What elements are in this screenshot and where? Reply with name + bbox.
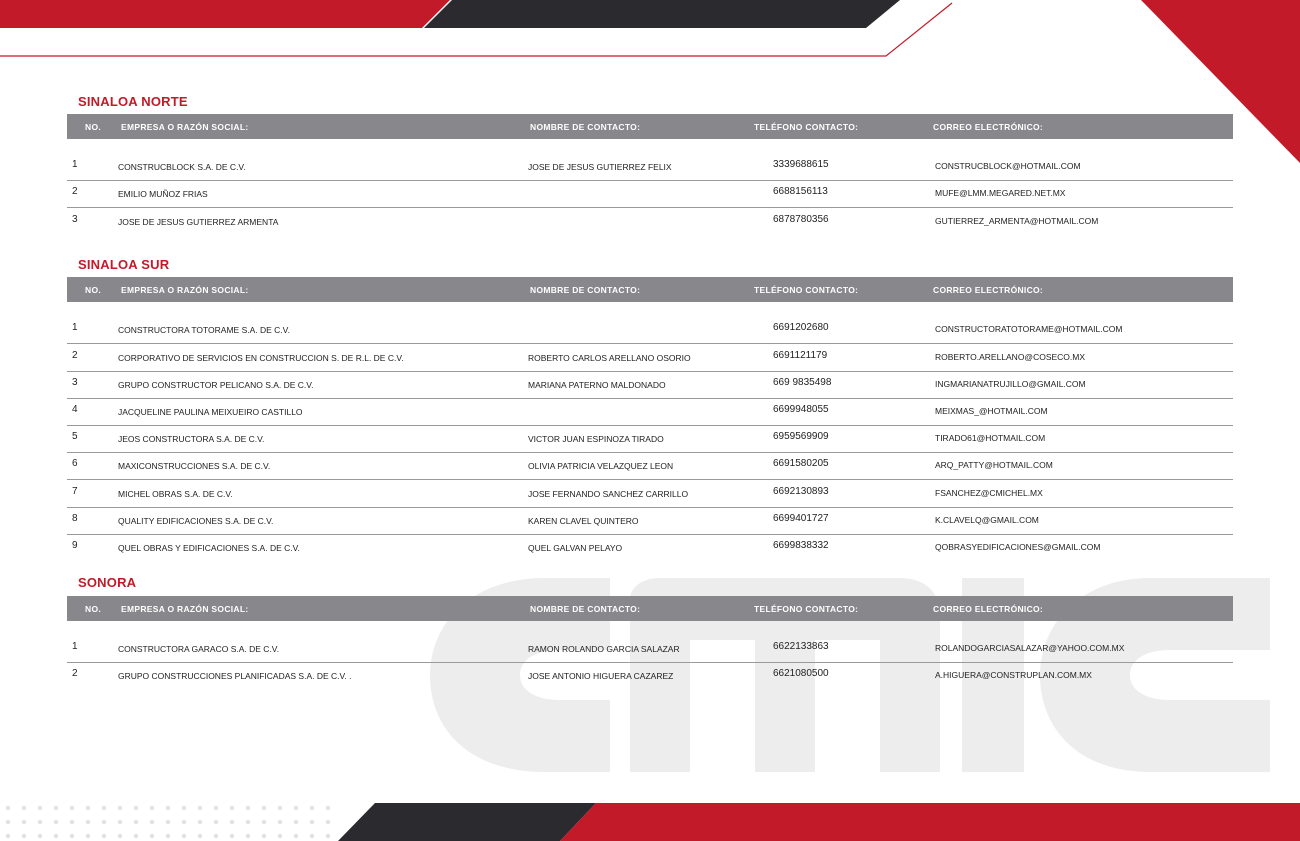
table-row	[67, 153, 1233, 181]
col-empresa: EMPRESA O RAZÓN SOCIAL:	[121, 285, 249, 295]
row-number: 8	[72, 513, 78, 524]
row-number: 6	[72, 458, 78, 469]
email-address: MUFE@LMM.MEGARED.NET.MX	[935, 188, 1066, 198]
company-name: EMILIO MUÑOZ FRIAS	[118, 189, 208, 199]
contact-name: OLIVIA PATRICIA VELAZQUEZ LEON	[528, 461, 674, 471]
email-address: ROLANDOGARCIASALAZAR@YAHOO.COM.MX	[935, 643, 1125, 653]
phone-number: 6691580205	[773, 458, 829, 469]
row-number: 9	[72, 540, 78, 551]
col-correo: CORREO ELECTRÓNICO:	[933, 122, 1044, 132]
table-row	[67, 534, 1233, 561]
phone-number: 6691121179	[773, 350, 828, 361]
email-address: MEIXMAS_@HOTMAIL.COM	[935, 406, 1048, 416]
row-number: 7	[72, 486, 78, 497]
table-header	[67, 596, 1233, 621]
email-address: A.HIGUERA@CONSTRUPLAN.COM.MX	[935, 670, 1092, 680]
contact-name: ROBERTO CARLOS ARELLANO OSORIO	[528, 353, 691, 363]
phone-number: 6878780356	[773, 214, 829, 225]
col-telefono: TELÉFONO CONTACTO:	[754, 604, 859, 614]
contact-name: VICTOR JUAN ESPINOZA TIRADO	[528, 434, 664, 444]
col-empresa: EMPRESA O RAZÓN SOCIAL:	[121, 604, 249, 614]
table-row	[67, 480, 1233, 508]
company-name: JOSE DE JESUS GUTIERREZ ARMENTA	[118, 217, 279, 227]
phone-number: 6688156113	[773, 186, 828, 197]
row-number: 1	[72, 159, 78, 170]
company-name: MAXICONSTRUCCIONES S.A. DE C.V.	[118, 461, 271, 471]
section-title-sinaloa-sur: SINALOA SUR	[78, 257, 170, 272]
row-number: 2	[72, 186, 78, 197]
row-number: 3	[72, 214, 78, 225]
company-name: QUEL OBRAS Y EDIFICACIONES S.A. DE C.V.	[118, 543, 300, 553]
contact-name: JOSE DE JESUS GUTIERREZ FELIX	[528, 162, 672, 172]
phone-number: 6692130893	[773, 486, 829, 497]
company-name: CONSTRUCTORA GARACO S.A. DE C.V.	[118, 644, 280, 654]
table-header	[67, 277, 1233, 302]
email-address: INGMARIANATRUJILLO@GMAIL.COM	[935, 379, 1086, 389]
contact-name: JOSE FERNANDO SANCHEZ CARRILLO	[528, 489, 689, 499]
contact-name: JOSE ANTONIO HIGUERA CAZAREZ	[528, 671, 674, 681]
table-row	[67, 635, 1233, 663]
table-row	[67, 371, 1233, 399]
phone-number: 6621080500	[773, 668, 829, 679]
table-row	[67, 452, 1233, 480]
phone-number: 6699838332	[773, 540, 829, 551]
table-row	[67, 180, 1233, 208]
company-name: MICHEL OBRAS S.A. DE C.V.	[118, 489, 233, 499]
table-header	[67, 114, 1233, 139]
row-number: 4	[72, 404, 78, 415]
col-contacto: NOMBRE DE CONTACTO:	[530, 122, 641, 132]
col-contacto: NOMBRE DE CONTACTO:	[530, 604, 641, 614]
contact-name: KAREN CLAVEL QUINTERO	[528, 516, 639, 526]
row-number: 2	[72, 350, 78, 361]
phone-number: 6699401727	[773, 513, 829, 524]
table-row	[67, 662, 1233, 689]
email-address: K.CLAVELQ@GMAIL.COM	[935, 515, 1039, 525]
col-empresa: EMPRESA O RAZÓN SOCIAL:	[121, 122, 249, 132]
table-row	[67, 208, 1233, 235]
table-row	[67, 398, 1233, 426]
email-address: FSANCHEZ@CMICHEL.MX	[935, 488, 1043, 498]
col-contacto: NOMBRE DE CONTACTO:	[530, 285, 641, 295]
contact-name: RAMON ROLANDO GARCIA SALAZAR	[528, 644, 680, 654]
row-number: 1	[72, 641, 78, 652]
phone-number: 669 9835498	[773, 377, 832, 388]
col-correo: CORREO ELECTRÓNICO:	[933, 604, 1044, 614]
col-telefono: TELÉFONO CONTACTO:	[754, 122, 859, 132]
email-address: CONSTRUCTORATOTORAME@HOTMAIL.COM	[935, 324, 1123, 334]
contact-name: MARIANA PATERNO MALDONADO	[528, 380, 666, 390]
company-name: CONSTRUCTORA TOTORAME S.A. DE C.V.	[118, 325, 290, 335]
col-correo: CORREO ELECTRÓNICO:	[933, 285, 1044, 295]
row-number: 5	[72, 431, 78, 442]
phone-number: 6622133863	[773, 641, 829, 652]
table-row	[67, 316, 1233, 344]
table-row	[67, 507, 1233, 535]
email-address: ARQ_PATTY@HOTMAIL.COM	[935, 460, 1053, 470]
col-no: NO.	[85, 122, 102, 132]
phone-number: 6691202680	[773, 322, 829, 333]
row-number: 3	[72, 377, 78, 388]
email-address: QOBRASYEDIFICACIONES@GMAIL.COM	[935, 542, 1101, 552]
company-name: JACQUELINE PAULINA MEIXUEIRO CASTILLO	[118, 407, 303, 417]
section-title-sonora: SONORA	[78, 575, 137, 590]
phone-number: 6959569909	[773, 431, 829, 442]
company-name: CONSTRUCBLOCK S.A. DE C.V.	[118, 162, 246, 172]
row-number: 2	[72, 668, 78, 679]
table-row	[67, 344, 1233, 372]
table-row	[67, 425, 1233, 453]
row-number: 1	[72, 322, 78, 333]
email-address: TIRADO61@HOTMAIL.COM	[935, 433, 1046, 443]
company-name: JEOS CONSTRUCTORA S.A. DE C.V.	[118, 434, 265, 444]
col-no: NO.	[85, 604, 102, 614]
col-telefono: TELÉFONO CONTACTO:	[754, 285, 859, 295]
contact-name: QUEL GALVAN PELAYO	[528, 543, 623, 553]
phone-number: 6699948055	[773, 404, 829, 415]
email-address: ROBERTO.ARELLANO@COSECO.MX	[935, 352, 1086, 362]
email-address: CONSTRUCBLOCK@HOTMAIL.COM	[935, 161, 1081, 171]
col-no: NO.	[85, 285, 102, 295]
email-address: GUTIERREZ_ARMENTA@HOTMAIL.COM	[935, 216, 1099, 226]
company-name: QUALITY EDIFICACIONES S.A. DE C.V.	[118, 516, 274, 526]
company-name: GRUPO CONSTRUCTOR PELICANO S.A. DE C.V.	[118, 380, 314, 390]
company-name: CORPORATIVO DE SERVICIOS EN CONSTRUCCION S. DE R.L. DE C.V.	[118, 353, 404, 363]
phone-number: 3339688615	[773, 159, 829, 170]
company-name: GRUPO CONSTRUCCIONES PLANIFICADAS S.A. DE C.V. .	[118, 671, 352, 681]
section-title-sinaloa-norte: SINALOA NORTE	[78, 94, 188, 109]
